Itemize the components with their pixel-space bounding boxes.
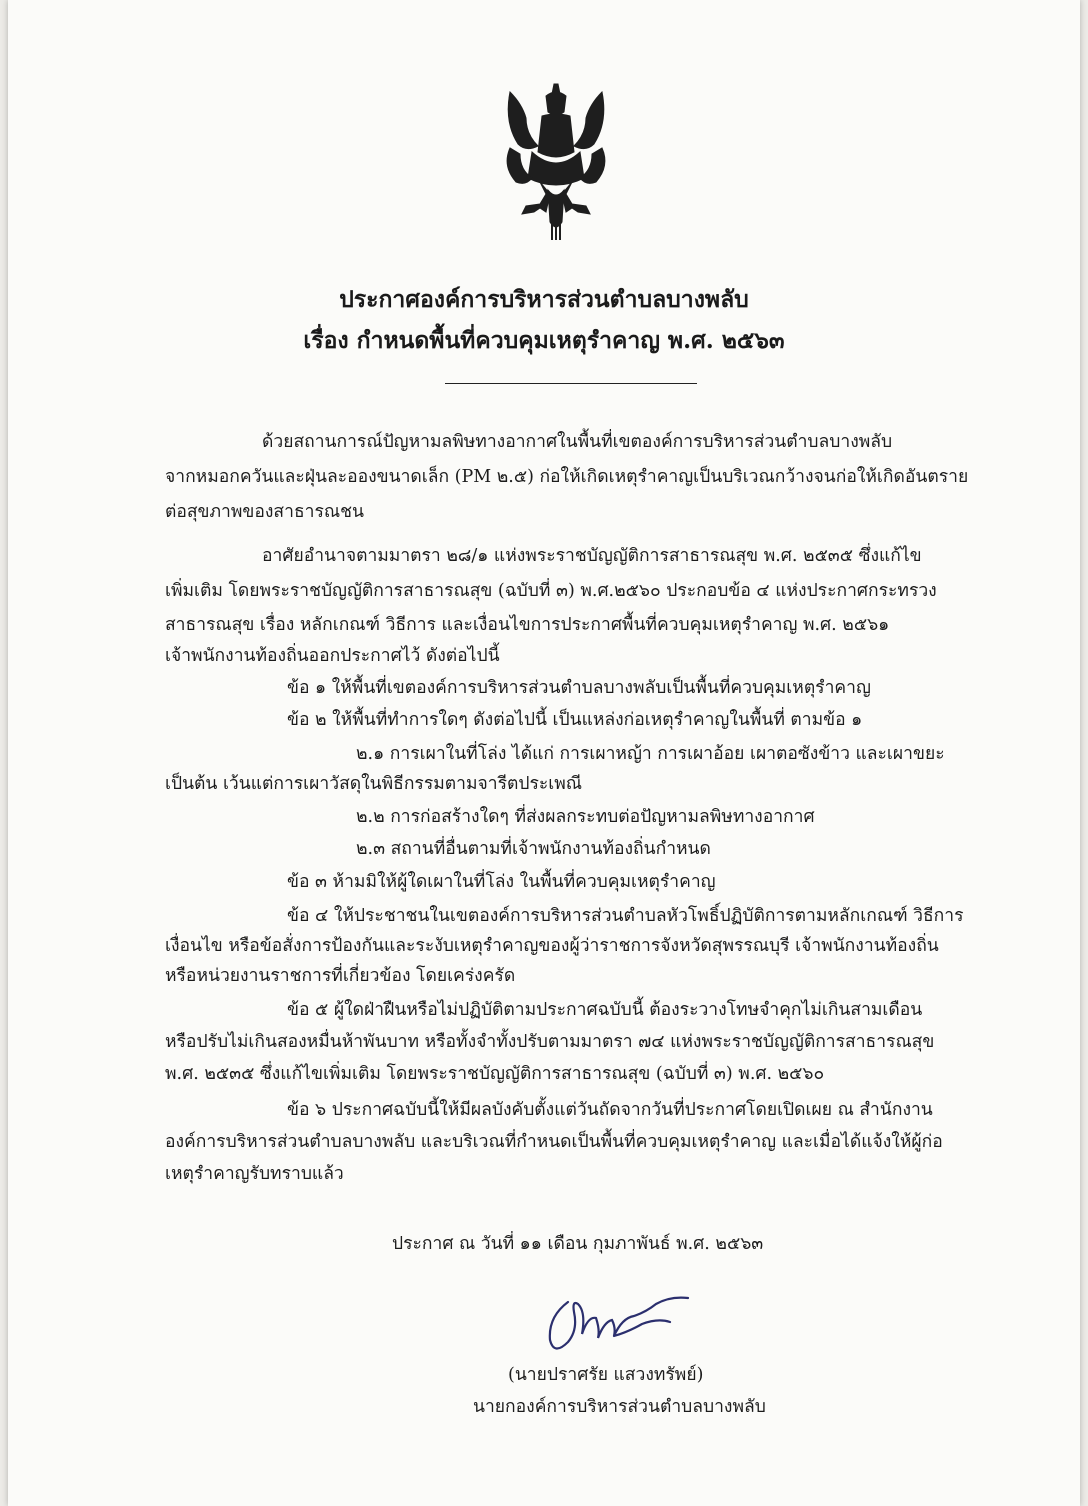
paragraph-1-line-2: จากหมอกควันและฝุ่นละอองขนาดเล็ก (PM ๒.๕) ก่อให้เกิดเหตุรำคาญเป็นบริเวณกว้างจนก่อให้เกิดอันตราย	[165, 467, 969, 487]
clause-3: ข้อ ๓ ห้ามมิให้ผู้ใดเผาในที่โล่ง ในพื้นที่ควบคุมเหตุรำคาญ	[287, 872, 716, 892]
signer-name: (นายปราศรัย แสวงทรัพย์)	[508, 1365, 704, 1385]
signer-title: นายกองค์การบริหารส่วนตำบลบางพลับ	[473, 1397, 766, 1417]
clause-2-1-line-1: ๒.๑ การเผาในที่โล่ง ได้แก่ การเผาหญ้า การเผาอ้อย เผาตอซังข้าว และเผาขยะ	[356, 744, 945, 764]
clause-5-line-3: พ.ศ. ๒๕๓๕ ซึ่งแก้ไขเพิ่มเติม โดยพระราชบัญญัติการสาธารณสุข (ฉบับที่ ๓) พ.ศ. ๒๕๖๐	[165, 1064, 825, 1084]
clause-4-line-2: เงื่อนไข หรือข้อสั่งการป้องกันและระงับเหตุรำคาญของผู้ว่าราชการจังหวัดสุพรรณบุรี เจ้าพนักงานท้องถิ่น	[165, 936, 939, 956]
clause-5-line-2: หรือปรับไม่เกินสองหมื่นห้าพันบาท หรือทั้งจำทั้งปรับตามมาตรา ๗๔ แห่งพระราชบัญญัติการสาธารณสุข	[165, 1032, 935, 1052]
clause-6-line-3: เหตุรำคาญรับทราบแล้ว	[165, 1164, 344, 1184]
paragraph-2-line-4: เจ้าพนักงานท้องถิ่นออกประกาศไว้ ดังต่อไปนี้	[165, 646, 500, 666]
clause-2-1-line-2: เป็นต้น เว้นแต่การเผาวัสดุในพิธีกรรมตามจารีตประเพณี	[165, 774, 583, 794]
clause-4-line-1: ข้อ ๔ ให้ประชาชนในเขตองค์การบริหารส่วนตำบลหัวโพธิ์ปฏิบัติการตามหลักเกณฑ์ วิธีการ	[287, 906, 964, 926]
paragraph-1-line-3: ต่อสุขภาพของสาธารณชน	[165, 502, 364, 522]
clause-6-line-1: ข้อ ๖ ประกาศฉบับนี้ให้มีผลบังคับตั้งแต่วันถัดจากวันที่ประกาศโดยเปิดเผย ณ สำนักงาน	[287, 1100, 933, 1120]
paragraph-2-line-3: สาธารณสุข เรื่อง หลักเกณฑ์ วิธีการ และเงื่อนไขการประกาศพื้นที่ควบคุมเหตุรำคาญ พ.ศ. ๒๕๖๑	[165, 615, 890, 635]
clause-4-line-3: หรือหน่วยงานราชการที่เกี่ยวข้อง โดยเคร่งครัด	[165, 966, 516, 986]
document-title: ประกาศองค์การบริหารส่วนตำบลบางพลับ	[339, 286, 749, 313]
clause-2-3: ๒.๓ สถานที่อื่นตามที่เจ้าพนักงานท้องถิ่นกำหนด	[356, 839, 711, 859]
clause-5-line-1: ข้อ ๕ ผู้ใดฝ่าฝืนหรือไม่ปฏิบัติตามประกาศฉบับนี้ ต้องระวางโทษจำคุกไม่เกินสามเดือน	[287, 1000, 923, 1020]
clause-1: ข้อ ๑ ให้พื้นที่เขตองค์การบริหารส่วนตำบลบางพลับเป็นพื้นที่ควบคุมเหตุรำคาญ	[287, 678, 871, 698]
announcement-date: ประกาศ ณ วันที่ ๑๑ เดือน กุมภาพันธ์ พ.ศ. ๒๕๖๓	[392, 1234, 764, 1254]
signature-icon	[538, 1282, 718, 1362]
paragraph-2-line-1: อาศัยอำนาจตามมาตรา ๒๘/๑ แห่งพระราชบัญญัติการสาธารณสุข พ.ศ. ๒๕๓๕ ซึ่งแก้ไข	[262, 546, 922, 566]
garuda-emblem-icon	[496, 82, 616, 242]
clause-2: ข้อ ๒ ให้พื้นที่ทำการใดๆ ดังต่อไปนี้ เป็นแหล่งก่อเหตุรำคาญในพื้นที่ ตามข้อ ๑	[287, 710, 863, 730]
paragraph-2-line-2: เพิ่มเติม โดยพระราชบัญญัติการสาธารณสุข (ฉบับที่ ๓) พ.ศ.๒๕๖๐ ประกอบข้อ ๔ แห่งประกาศกระทรวง	[165, 581, 937, 601]
paragraph-1-line-1: ด้วยสถานการณ์ปัญหามลพิษทางอากาศในพื้นที่เขตองค์การบริหารส่วนตำบลบางพลับ	[262, 432, 893, 452]
clause-2-2: ๒.๒ การก่อสร้างใดๆ ที่ส่งผลกระทบต่อปัญหามลพิษทางอากาศ	[356, 807, 815, 827]
title-divider	[445, 383, 697, 384]
clause-6-line-2: องค์การบริหารส่วนตำบลบางพลับ และบริเวณที่กำหนดเป็นพื้นที่ควบคุมเหตุรำคาญ และเมื่อได้แจ้งให้ผู้ก่อ	[165, 1132, 943, 1152]
document-subject: เรื่อง กำหนดพื้นที่ควบคุมเหตุรำคาญ พ.ศ. ๒๕๖๓	[303, 327, 785, 354]
